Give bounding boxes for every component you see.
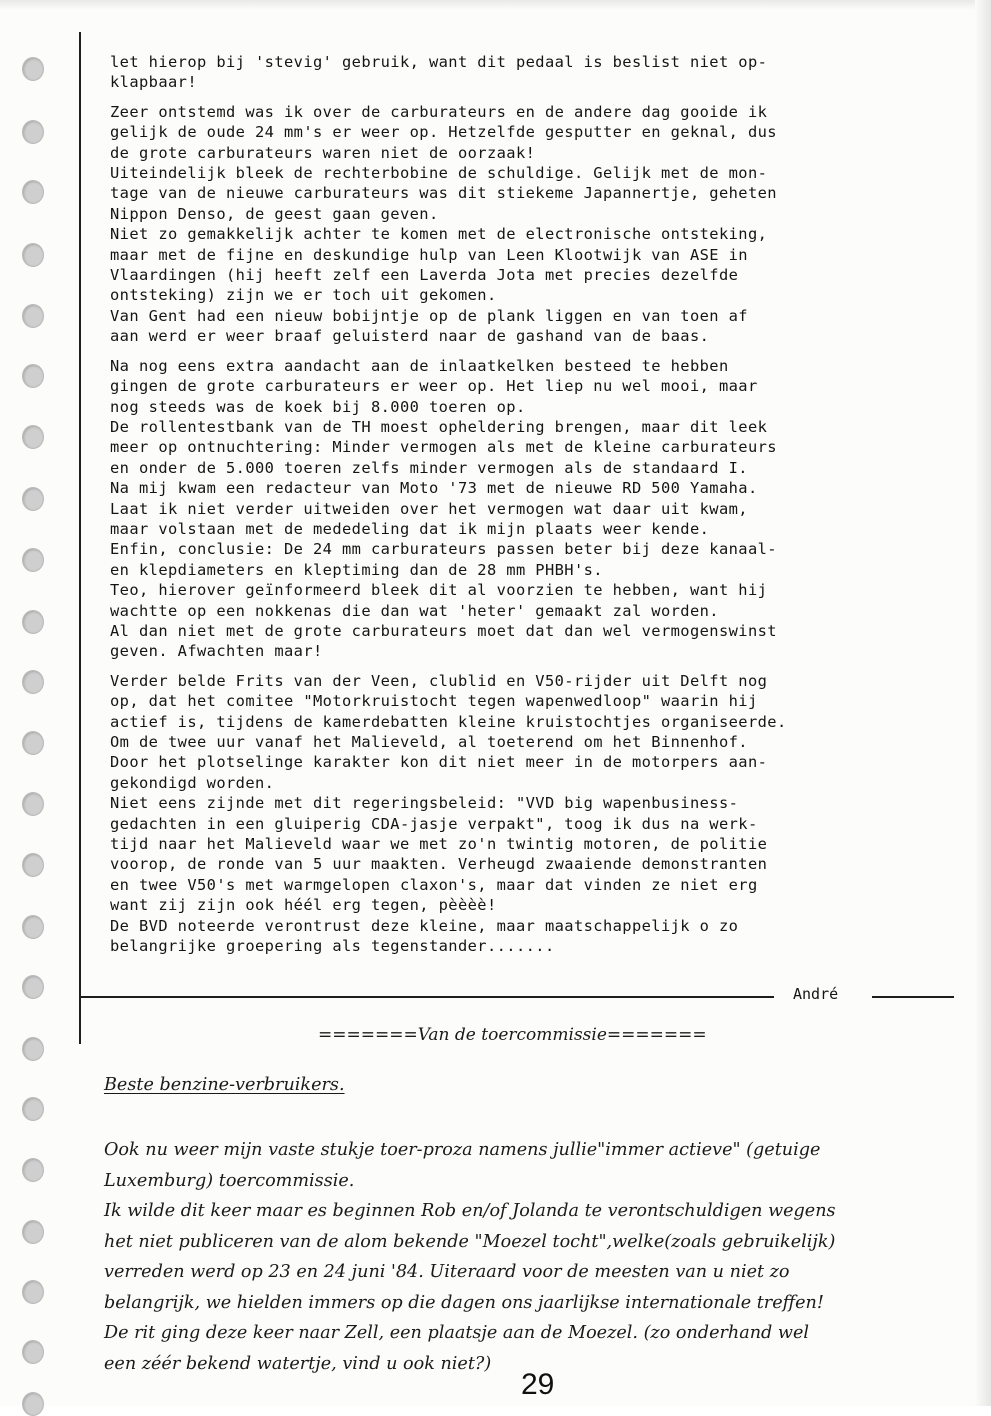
binder-hole xyxy=(22,243,44,267)
binder-hole xyxy=(22,1037,44,1061)
page-number: 29 xyxy=(521,1368,555,1401)
binder-hole xyxy=(22,731,44,755)
margin-line xyxy=(79,32,81,1044)
binder-hole xyxy=(22,120,44,144)
section-title: =======Van de toercommissie======= xyxy=(318,1025,707,1045)
article-paragraph: Na nog eens extra aandacht aan de inlaatkelken besteed te hebben gingen de grote carburateurs er weer op. Het liep nu wel mooi, maar nog steeds was de koek bij 8.000 toeren op. De rollentestbank van de TH moest opheldering brengen, maar dit leek meer op ontnuchtering: Minder vermogen als met de kleine carburateurs en onder de 5.000 toeren zelfs minder vermogen als de standaard I. Na mij kwam een redacteur van Moto '73 met de nieuwe RD 500 Yamaha. Laat ik niet verder uitweiden over het vermogen wat daar uit kwam, maar volstaan met de mededeling dat ik mijn plaats weer kende. Enfin, conclusie: De 24 mm carburateurs passen beter bij deze kanaal- en klepdiameters en kleptiming dan de 28 mm PHBH's. Teo, hierover geïnformeerd bleek dit al voorzien te hebben, want hij wachtte op een nokkenas die dan wat 'heter' gemaakt zal worden. Al dan niet met de grote carburateurs moet dat dan wel vermogenswinst geven. Afwachten maar! xyxy=(110,356,777,661)
binder-hole xyxy=(22,1158,44,1182)
binder-hole xyxy=(22,975,44,999)
section-divider xyxy=(81,996,774,998)
binder-hole xyxy=(22,1392,44,1416)
article-paragraph: Zeer ontstemd was ik over de carburateurs en de andere dag gooide ik gelijk de oude 24 mm's er weer op. Hetzelfde gesputter en geknal, dus de grote carburateurs waren niet de oorzaak! Uiteindelijk bleek de rechterbobine de schuldige. Gelijk met de mon- tage van de nieuwe carburateurs was dit stiekeme Japannertje, geheten Nippon Denso, de geest gaan geven. Niet zo gemakkelijk achter te komen met de electronische ontsteking, maar met de fijne en deskundige hulp van Leen Klootwijk van ASE in Vlaardingen (hij heeft zelf een Laverda Jota met precies dezelfde ontsteking) zijn we er toch uit gekomen. Van Gent had een nieuw bobijntje op de plank liggen en van toen af aan werd er weer braaf geluisterd naar de gashand van de baas. xyxy=(110,102,777,346)
letter-salutation: Beste benzine-verbruikers. xyxy=(104,1075,345,1095)
section-divider-end xyxy=(872,996,954,998)
binder-hole xyxy=(22,1280,44,1304)
typed-article xyxy=(110,52,980,956)
binder-hole xyxy=(22,548,44,572)
binder-hole xyxy=(22,180,44,204)
page-top-edge xyxy=(0,0,991,10)
binder-hole xyxy=(22,1097,44,1121)
binder-hole xyxy=(22,792,44,816)
binder-hole xyxy=(22,610,44,634)
binder-hole xyxy=(22,853,44,877)
binder-hole xyxy=(22,57,44,81)
binder-hole xyxy=(22,487,44,511)
author-signature: André xyxy=(793,985,839,1003)
binder-hole xyxy=(22,670,44,694)
letter-body: Ook nu weer mijn vaste stukje toer-proza namens jullie"immer actieve" (getuige Luxemburg) toercommissie. Ik wilde dit keer maar es beginnen Rob en/of Jolanda te verontschuldigen wegens het niet publiceren van de alom bekende "Moezel tocht",welke(zoals gebruikelijk) verreden werd op 23 en 24 juni '84. Uiteraard voor de meesten van u niet zo belangrijk, we hielden immers op die dagen ons jaarlijkse internationale treffen! De rit ging deze keer naar Zell, een plaatsje aan de Moezel. (zo onderhand wel een zéér bekend watertje, vind u ook niet?) xyxy=(104,1140,836,1374)
binder-hole xyxy=(22,425,44,449)
article-paragraph: let hierop bij 'stevig' gebruik, want dit pedaal is beslist niet op- klapbaar! xyxy=(110,53,768,92)
binder-hole xyxy=(22,364,44,388)
binder-hole xyxy=(22,915,44,939)
binder-hole xyxy=(22,304,44,328)
binder-hole xyxy=(22,1220,44,1244)
article-paragraph: Verder belde Frits van der Veen, clublid en V50-rijder uit Delft nog op, dat het comitee "Motorkruistocht tegen wapenwedloop" waarin hij actief is, tijdens de kamerdebatten kleine kruistochtjes organiseerde. Om de twee uur vanaf het Malieveld, al toeterend om het Binnenhof. Door het plotselinge karakter kon dit niet meer in de motorpers aan- gekondigd worden. Niet eens zijnde met dit regeringsbeleid: "VVD big wapenbusiness- gedachten in een gluiperig CDA-jasje verpakt", toog ik dus na werk- tijd naar het Malieveld waar we met zo'n twintig motoren, de politie voorop, de ronde van 5 uur maakten. Verheugd zwaaiende demonstranten en twee V50's met warmgelopen claxon's, maar dat vinden ze niet erg want zij zijn ook héél erg tegen, pèèèè! De BVD noteerde verontrust deze kleine, maar maatschappelijk o zo belangrijke groepering als tegenstander....... xyxy=(110,671,787,956)
binder-holes xyxy=(0,0,60,1406)
binder-hole xyxy=(22,1340,44,1364)
handwritten-letter xyxy=(104,1075,974,1379)
